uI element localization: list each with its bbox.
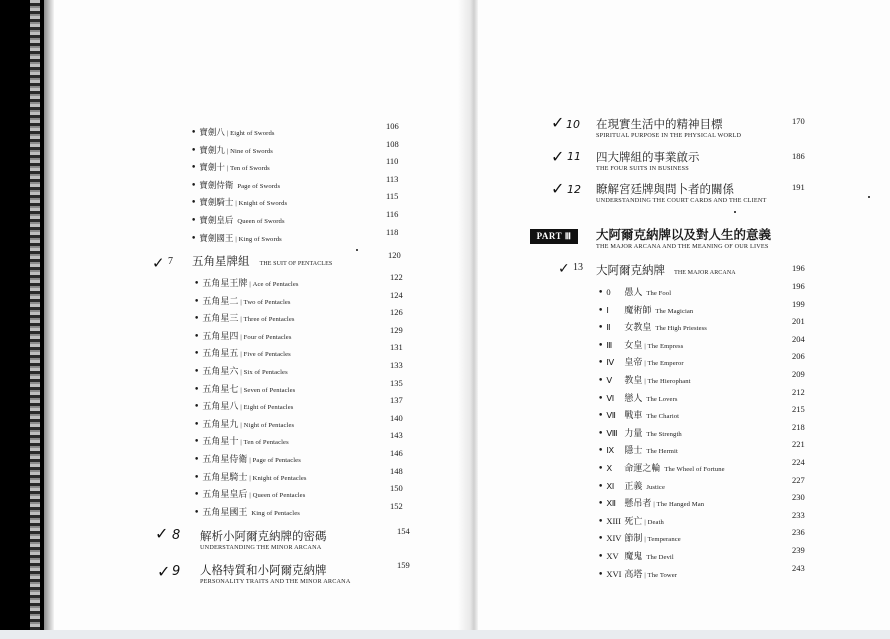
entry-page-number: 126: [390, 307, 403, 318]
entry-separator: |: [235, 200, 237, 208]
bullet-mark: •: [598, 446, 604, 457]
toc-entry: [191, 175, 280, 191]
bullet-mark: •: [598, 516, 604, 527]
bullet-mark: •: [191, 198, 197, 209]
chapter-13-heading: [596, 261, 736, 277]
chapter-7-heading: [192, 252, 332, 268]
chapter-10-heading: [596, 115, 741, 139]
entry-page-number: 206: [792, 351, 805, 362]
entry-title: 死亡: [624, 516, 643, 527]
bullet-mark: •: [191, 145, 197, 156]
entry-page-number: 201: [792, 316, 805, 327]
entry-title: 懸吊者: [624, 499, 652, 510]
entry-title: 女皇: [624, 340, 643, 351]
chapter-13-page: 196: [792, 263, 805, 273]
arcana-numeral: Ⅺ: [606, 480, 615, 491]
entry-page-number: 230: [792, 492, 805, 503]
bullet-mark: •: [191, 233, 197, 244]
chapter-11-title: 四大牌組的事業啟示: [596, 150, 700, 164]
toc-entry: [194, 484, 305, 500]
entry-separator: |: [240, 369, 242, 376]
entry-separator: |: [653, 501, 655, 509]
chapter-7-number: 7: [168, 256, 173, 267]
chapter-7-subtitle: THE SUIT OF PENTACLES: [259, 261, 333, 267]
bullet-mark: •: [598, 569, 604, 580]
entry-subtitle: Nine of Swords: [230, 147, 273, 155]
entry-title: 五角星王牌: [202, 279, 248, 289]
chapter-13-subtitle: THE MAJOR ARCANA: [674, 270, 736, 276]
entry-subtitle: Five of Pentacles: [243, 351, 291, 359]
entry-separator: |: [240, 298, 242, 306]
entry-separator: |: [644, 342, 646, 350]
entry-title: 戀人: [624, 393, 643, 404]
entry-subtitle: Eight of Pentacles: [243, 404, 294, 412]
bullet-mark: •: [598, 323, 604, 334]
entry-title: 五角星二: [202, 296, 239, 307]
entry-page-number: 215: [792, 404, 805, 415]
entry-subtitle: The High Priestess: [655, 325, 707, 333]
entry-separator: |: [240, 386, 242, 394]
entry-page-number: 243: [792, 562, 805, 573]
entry-subtitle: Page of Pentacles: [252, 457, 301, 464]
entry-separator: |: [249, 492, 251, 500]
toc-entry: [598, 546, 674, 562]
chapter-13-number: 13: [573, 262, 583, 273]
entry-title: 魔術師: [624, 305, 652, 316]
entry-subtitle: Three of Pentacles: [243, 316, 295, 324]
bullet-mark: •: [194, 367, 200, 377]
entry-separator: |: [249, 474, 251, 482]
toc-entry: [598, 317, 707, 333]
entry-separator: |: [644, 518, 646, 526]
bullet-mark: •: [194, 455, 200, 465]
entry-separator: |: [644, 360, 646, 368]
toc-entry: [191, 157, 270, 173]
entry-separator: |: [644, 536, 646, 544]
handwritten-check-9-mark: ✓: [157, 562, 171, 581]
entry-subtitle: The Hanged Man: [656, 501, 705, 509]
entry-page-number: 137: [390, 395, 403, 406]
entry-page-number: 150: [390, 483, 403, 494]
handwritten-circled-number-8: 8: [172, 528, 181, 543]
entry-separator: |: [226, 130, 229, 137]
entry-page-number: 122: [390, 272, 403, 282]
entry-subtitle: Eight of Swords: [230, 130, 275, 137]
bullet-mark: •: [598, 464, 604, 474]
entry-title: 五角星騎士: [202, 472, 248, 483]
entry-title: 五角星五: [202, 349, 239, 360]
entry-title: 五角星侍衛: [202, 455, 248, 465]
handwritten-check-11-mark: ✓: [551, 147, 565, 166]
entry-title: 寶劍國王: [199, 233, 234, 244]
entry-page-number: 212: [792, 386, 805, 397]
chapter-9-heading: [200, 561, 351, 585]
entry-page-number: 113: [386, 173, 399, 184]
toc-entry: [194, 396, 293, 412]
chapter-7-title: 五角星牌組: [192, 254, 250, 268]
entry-page-number: 110: [386, 156, 399, 167]
entry-page-number: 118: [386, 226, 399, 237]
entry-subtitle: Knight of Swords: [238, 200, 288, 208]
bullet-mark: •: [598, 376, 604, 386]
arcana-numeral: Ⅶ: [606, 410, 616, 421]
bullet-mark: •: [191, 180, 197, 191]
entry-subtitle: Seven of Pentacles: [243, 386, 296, 394]
entry-subtitle: The Lovers: [646, 395, 678, 403]
chapter-11-heading: [596, 148, 700, 172]
entry-separator: |: [226, 165, 229, 173]
entry-title: 五角星九: [202, 419, 239, 430]
toc-entry: [598, 300, 693, 316]
bullet-mark: •: [598, 305, 604, 316]
entry-page-number: 196: [792, 281, 805, 291]
entry-subtitle: Ten of Swords: [230, 165, 270, 173]
toc-entry: [194, 361, 288, 377]
entry-page-number: 146: [390, 448, 403, 458]
entry-title: 五角星四: [202, 331, 239, 342]
bullet-mark: •: [598, 481, 604, 492]
entry-separator: |: [240, 421, 242, 429]
bullet-mark: •: [598, 428, 604, 439]
entry-subtitle: Knight of Pentacles: [252, 474, 307, 482]
arcana-numeral: Ⅻ: [606, 498, 616, 509]
entry-subtitle: Page of Swords: [237, 182, 281, 190]
chapter-10-title: 在現實生活中的精神目標: [596, 117, 723, 131]
entry-title: 寶劍皇后: [199, 216, 234, 226]
entry-page-number: 199: [792, 298, 805, 309]
toc-entry: [191, 140, 273, 156]
entry-separator: |: [240, 333, 242, 341]
chapter-9-title: 人格特質和小阿爾克納牌: [200, 563, 327, 577]
toc-entry: [194, 291, 291, 307]
entry-title: 五角星三: [202, 314, 239, 325]
chapter-7-page: 120: [388, 250, 401, 260]
arcana-numeral: XVI: [606, 568, 622, 579]
toc-entry: [194, 308, 295, 324]
chapter-8-page: 154: [397, 526, 410, 536]
entry-title: 五角星十: [202, 437, 239, 448]
arcana-numeral: Ⅷ: [606, 427, 618, 438]
entry-title: 寶劍八: [199, 128, 225, 138]
entry-separator: |: [240, 439, 242, 447]
entry-title: 女教皇: [624, 323, 652, 334]
handwritten-check-10-mark: ✓: [551, 113, 565, 132]
entry-title: 命運之輪: [624, 464, 661, 474]
entry-title: 教皇: [624, 376, 643, 386]
ink-dot: [734, 211, 736, 213]
handwritten-check-12-mark: ✓: [551, 179, 565, 198]
handwritten-check-mark: ✓: [152, 254, 165, 272]
chapter-10-page: 170: [792, 116, 805, 126]
arcana-numeral: XV: [606, 551, 619, 561]
entry-page-number: 221: [792, 439, 805, 450]
entry-subtitle: King of Pentacles: [251, 509, 300, 517]
bullet-mark: •: [194, 349, 200, 360]
toc-entry: [194, 467, 307, 483]
part-3-subtitle: THE MAJOR ARCANA AND THE MEANING OF OUR LIVES: [596, 243, 769, 250]
toc-entry: [194, 449, 301, 465]
entry-subtitle: Queen of Pentacles: [252, 492, 306, 500]
left-page-edge: [0, 0, 44, 639]
entry-page-number: 106: [386, 121, 399, 131]
book-spine-shadow: [458, 0, 478, 639]
entry-separator: |: [249, 457, 251, 464]
toc-entry: [194, 414, 294, 430]
entry-title: 寶劍十: [199, 163, 225, 174]
toc-entry: [598, 493, 704, 509]
bullet-mark: •: [194, 472, 200, 483]
bullet-mark: •: [191, 216, 197, 226]
entry-subtitle: The Strength: [646, 430, 682, 438]
bullet-mark: •: [194, 419, 200, 430]
entry-page-number: 224: [792, 457, 805, 467]
entry-title: 五角星皇后: [202, 490, 248, 501]
chapter-8-subtitle: UNDERSTANDING THE MINOR ARCANA: [200, 544, 322, 551]
bullet-mark: •: [598, 499, 604, 510]
entry-subtitle: Night of Pentacles: [243, 421, 295, 429]
toc-entry: [598, 335, 683, 351]
entry-subtitle: Four of Pentacles: [243, 333, 292, 341]
bullet-mark: •: [598, 393, 604, 404]
entry-page-number: 152: [390, 500, 403, 511]
toc-entry: [598, 423, 682, 439]
bottom-bar: [0, 630, 890, 639]
entry-page-number: 116: [386, 209, 399, 219]
entry-page-number: 129: [390, 324, 403, 335]
entry-subtitle: The Wheel of Fortune: [664, 466, 725, 473]
bullet-mark: •: [598, 534, 604, 545]
arcana-numeral: XIV: [606, 533, 622, 544]
arcana-numeral: Ⅱ: [606, 322, 611, 333]
bullet-mark: •: [194, 331, 200, 342]
entry-page-number: 204: [792, 333, 805, 344]
entry-title: 寶劍騎士: [199, 198, 234, 209]
arcana-numeral: Ⅰ: [606, 304, 609, 315]
chapter-8-title: 解析小阿爾克納牌的密碼: [200, 529, 327, 543]
entry-title: 魔鬼: [624, 552, 643, 562]
ink-dot: [868, 196, 870, 198]
bullet-mark: •: [194, 314, 200, 325]
entry-separator: |: [240, 351, 242, 359]
toc-entry: [598, 476, 665, 492]
bullet-mark: •: [598, 288, 604, 298]
part-3-badge: PART Ⅲ: [530, 229, 578, 244]
entry-title: 戰車: [624, 411, 643, 422]
toc-entry: [194, 431, 289, 447]
chapter-11-subtitle: THE FOUR SUITS IN BUSINESS: [596, 165, 689, 172]
part-3-title: 大阿爾克納牌以及對人生的意義: [596, 227, 772, 242]
entry-subtitle: The Fool: [646, 290, 672, 297]
handwritten-circled-number-10: 10: [566, 118, 580, 131]
entry-title: 五角星六: [202, 367, 239, 377]
bullet-mark: •: [194, 402, 200, 413]
handwritten-circled-number-9: 9: [172, 564, 181, 579]
arcana-numeral: Ⅵ: [606, 392, 615, 403]
toc-entry: [191, 228, 282, 244]
toc-entry: [598, 388, 678, 404]
bullet-mark: •: [191, 163, 197, 174]
toc-entry: [191, 192, 287, 208]
entry-page-number: 108: [386, 138, 399, 149]
arcana-numeral: Ⅲ: [606, 339, 613, 350]
toc-entry: [194, 273, 299, 289]
entry-page-number: 143: [390, 430, 403, 441]
entry-title: 力量: [624, 428, 643, 439]
toc-entry: [598, 511, 664, 527]
chapter-10-subtitle: SPIRITUAL PURPOSE IN THE PHYSICAL WORLD: [596, 132, 742, 139]
bullet-mark: •: [598, 340, 604, 351]
entry-subtitle: The Hermit: [646, 448, 678, 456]
chapter-12-page: 191: [792, 182, 805, 192]
chapter-13-title: 大阿爾克納牌: [596, 263, 665, 277]
entry-title: 五角星八: [202, 402, 239, 413]
entry-title: 節制: [624, 534, 643, 545]
ink-dot: [356, 249, 358, 251]
bullet-mark: •: [598, 552, 604, 562]
chapter-12-title: 瞭解宮廷牌與問卜者的關係: [596, 182, 734, 196]
entry-page-number: 239: [792, 545, 805, 555]
entry-separator: |: [249, 281, 251, 288]
handwritten-circled-number-11: 11: [567, 150, 581, 163]
entry-title: 五角星國王: [202, 507, 248, 518]
entry-separator: |: [235, 235, 237, 243]
entry-page-number: 115: [386, 191, 399, 202]
entry-title: 寶劍九: [199, 145, 225, 156]
arcana-numeral: Ⅳ: [606, 357, 615, 368]
entry-page-number: 124: [390, 289, 403, 300]
arcana-numeral: Ⅸ: [606, 445, 615, 456]
arcana-numeral: Ⅴ: [606, 375, 613, 385]
entry-subtitle: Ace of Pentacles: [252, 281, 299, 288]
handwritten-check-8-mark: ✓: [155, 524, 169, 543]
entry-separator: |: [240, 404, 242, 412]
entry-title: 高塔: [624, 569, 643, 580]
toc-entry: [598, 458, 725, 474]
entry-page-number: 227: [792, 474, 805, 485]
entry-page-number: 233: [792, 509, 805, 520]
toc-entry: [194, 343, 291, 359]
bullet-mark: •: [194, 279, 200, 289]
entry-subtitle: The Empress: [647, 342, 684, 350]
entry-page-number: 236: [792, 527, 805, 538]
entry-page-number: 133: [390, 360, 403, 370]
bullet-mark: •: [194, 490, 200, 501]
chapter-9-page: 159: [397, 560, 410, 570]
entry-subtitle: The Devil: [646, 554, 674, 561]
entry-subtitle: Queen of Swords: [237, 218, 285, 225]
entry-subtitle: Six of Pentacles: [243, 369, 288, 376]
arcana-numeral: 0: [606, 287, 611, 297]
entry-subtitle: The Magician: [655, 307, 694, 315]
entry-subtitle: The Hierophant: [647, 378, 691, 385]
entry-separator: |: [240, 316, 242, 324]
entry-separator: |: [226, 147, 229, 155]
bullet-mark: •: [191, 128, 197, 138]
entry-title: 寶劍侍衛: [199, 180, 234, 191]
entry-title: 皇帝: [624, 358, 643, 369]
bullet-mark: •: [194, 384, 200, 395]
entry-subtitle: The Tower: [647, 571, 678, 579]
entry-page-number: 135: [390, 377, 403, 388]
bullet-mark: •: [194, 437, 200, 448]
toc-entry: [598, 528, 681, 544]
part-3-heading: [596, 226, 771, 250]
chapter-11-page: 186: [792, 151, 805, 161]
toc-entry: [598, 370, 691, 386]
toc-entry: [598, 440, 678, 456]
chapter-12-subtitle: UNDERSTANDING THE COURT CARDS AND THE CLIENT: [596, 197, 767, 204]
arcana-numeral: XIII: [606, 515, 621, 526]
chapter-8-heading: [200, 527, 327, 551]
entry-subtitle: The Chariot: [646, 413, 680, 421]
entry-subtitle: Justice: [646, 483, 665, 491]
entry-page-number: 218: [792, 421, 805, 432]
toc-entry: [191, 122, 275, 138]
chapter-12-heading: [596, 180, 767, 204]
toc-entry: [598, 352, 684, 368]
entry-subtitle: Death: [647, 518, 664, 526]
toc-entry: [194, 326, 292, 342]
entry-title: 愚人: [624, 288, 643, 298]
entry-page-number: 148: [390, 465, 403, 476]
bullet-mark: •: [598, 358, 604, 369]
toc-entry: [194, 379, 295, 395]
handwritten-circled-number-12: 12: [567, 183, 581, 196]
toc-entry: [194, 502, 300, 518]
entry-subtitle: The Emperor: [647, 360, 684, 368]
chapter-9-subtitle: PERSONALITY TRAITS AND THE MINOR ARCANA: [200, 578, 351, 585]
handwritten-check-13-mark: ✓: [558, 261, 570, 277]
toc-entry: [598, 405, 679, 421]
toc-entry: [191, 210, 285, 226]
toc-entry: [598, 564, 677, 580]
entry-title: 正義: [624, 481, 643, 492]
entry-separator: |: [644, 378, 646, 385]
entry-subtitle: Ten of Pentacles: [243, 439, 289, 447]
entry-title: 隱士: [624, 446, 643, 457]
entry-subtitle: Two of Pentacles: [243, 298, 291, 306]
entry-title: 五角星七: [202, 384, 239, 395]
bullet-mark: •: [194, 507, 200, 518]
entry-page-number: 140: [390, 412, 403, 423]
toc-entry: [598, 282, 671, 298]
arcana-numeral: Ⅹ: [606, 463, 613, 473]
entry-subtitle: King of Swords: [238, 235, 282, 243]
entry-page-number: 131: [390, 342, 403, 353]
entry-subtitle: Temperance: [647, 536, 681, 544]
entry-separator: |: [644, 571, 646, 579]
bullet-mark: •: [194, 296, 200, 307]
entry-page-number: 209: [792, 369, 805, 379]
bullet-mark: •: [598, 411, 604, 422]
